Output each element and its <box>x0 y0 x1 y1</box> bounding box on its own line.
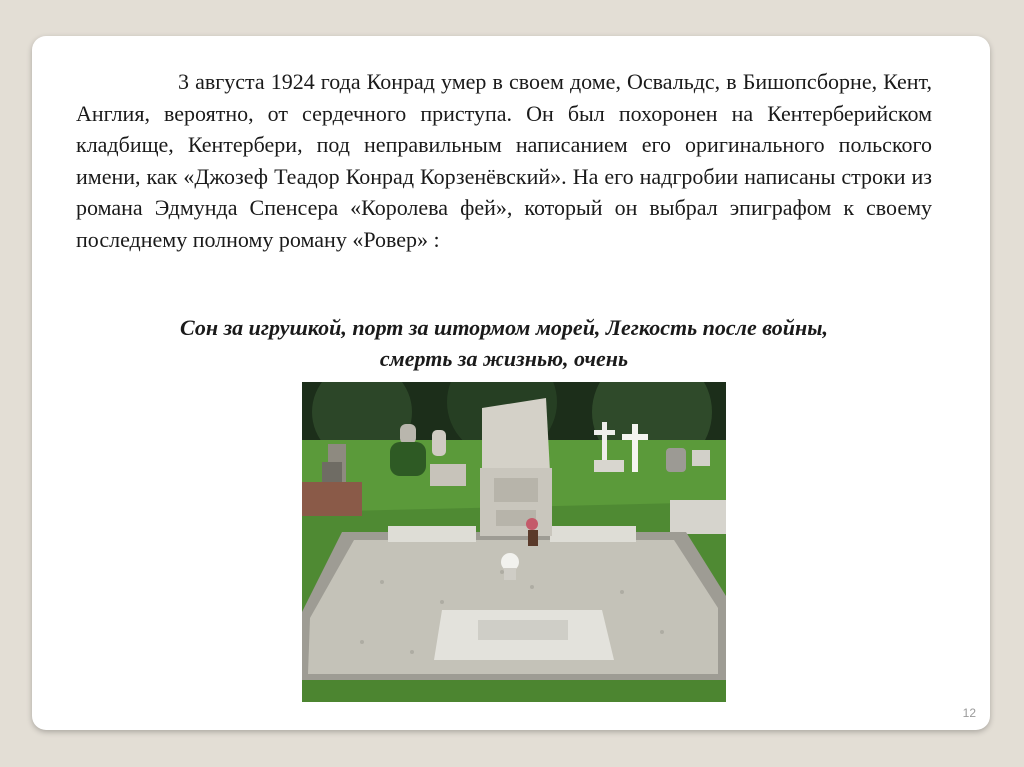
quote-line-1: Сон за игрушкой, порт за штормом морей, Легкость после войны, <box>180 315 828 340</box>
grave-photo <box>302 382 726 702</box>
epigraph-quote <box>76 312 932 374</box>
page-number: 12 <box>962 706 976 720</box>
quote-line-2: смерть за жизнью, очень <box>379 346 629 371</box>
slide <box>32 36 990 730</box>
body-paragraph: 3 августа 1924 года Конрад умер в своем доме, Освальдс, в Бишопсборне, Кент, Англия, вероятно, от сердечного приступа. Он был похоронен на Кентерберийском кладбище, Кентербери, под неправильным написанием его оригинального польского имени, как «Джозеф Теадор Конрад Корзенёвский». На его надгробии написаны строки из романа Эдмунда Спенсера «Королева фей», который он выбрал эпиграфом к своему последнему полному роману «Ровер» : <box>76 69 932 252</box>
